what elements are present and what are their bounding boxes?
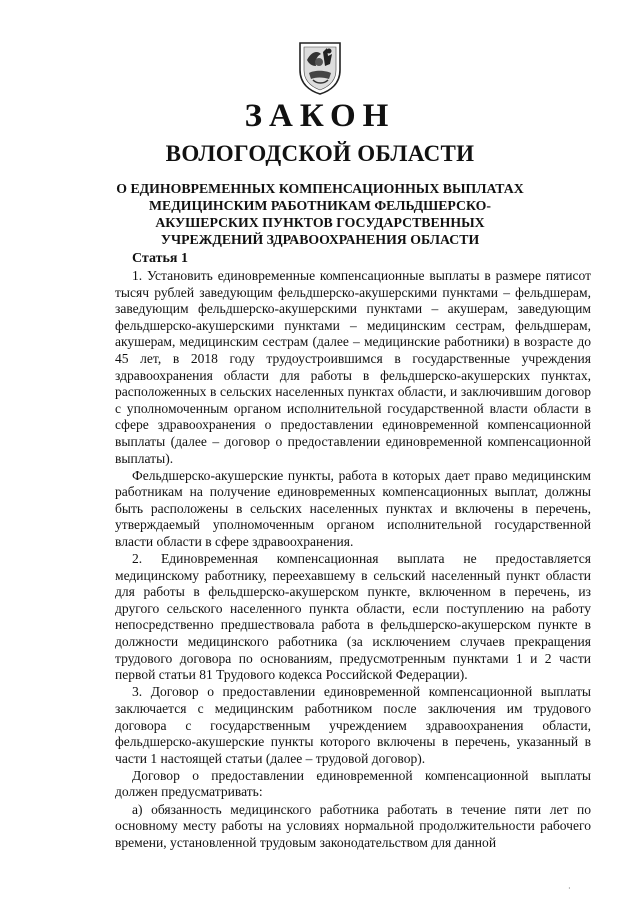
article-body xyxy=(115,268,591,851)
document-title: ЗАКОН xyxy=(244,98,396,134)
subtitle-line: УЧРЕЖДЕНИЙ ЗДРАВООХРАНЕНИЯ ОБЛАСТИ xyxy=(160,232,480,247)
paragraph: 1. Установить единовременные компенсационные выплаты в размере пятисот тысяч рублей заведующим фельдшерско-акушерскими пунктами – фельдшерам, заведующим фельдшерско-акушерскими пунктами – акушерам, заведующим фельдшерско-акушерскими пунктами – медицинским сестрам, фельдшерам, акушерам, медицинским сестрам (далее – медицинские работники) в возрасте до 45 лет, в 2018 году трудоустроившимся в государственные учреждения здравоохранения области для работы в фельдшерско-акушерских пунктах, расположенных в сельских населенных пунктах области, и заключившим договор с уполномоченным органом исполнительной государственной власти области в сфере здравоохранения о предоставлении единовременной компенсационной выплаты (далее – договор о предоставлении единовременной компенсационной выплаты). xyxy=(115,268,591,466)
paragraph: 2. Единовременная компенсационная выплата не предоставляется медицинскому работнику, переехавшему в сельский населенный пункт области для работы в фельдшерско-акушерском пункте, включенном в перечень, из другого сельского населенного пункта области, если поступлению на работу непосредственно предшествовала работа в фельдшерско-акушерском пункте в должности медицинского работника (за исключением случаев прекращения трудового договора по основаниям, предусмотренным пунктами 1 и 2 части первой статьи 81 Трудового кодекса Российской Федерации). xyxy=(115,551,591,683)
document-subtitle xyxy=(105,180,535,248)
paragraph: а) обязанность медицинского работника работать в течение пяти лет по основному месту работы на условиях нормальной продолжительности рабочего времени, установленной трудовым законодательством для данной xyxy=(115,801,591,850)
paragraph: Договор о предоставлении единовременной компенсационной выплаты должен предусматривать: xyxy=(115,767,591,800)
page-mark: · xyxy=(568,884,571,893)
coat-of-arms-icon xyxy=(297,40,343,96)
paragraph: Фельдшерско-акушерские пункты, работа в которых дает право медицинским работникам на получение единовременных компенсационных выплат, должны быть расположены в сельских населенных пунктах и включены в перечень, утверждаемый уполномоченным органом исполнительной государственной власти области в сфере здравоохранения. xyxy=(115,467,591,549)
paragraph: 3. Договор о предоставлении единовременной компенсационной выплаты заключается с медицинским работником после заключения им трудового договора с государственным учреждением здравоохранения области, фельдшерско-акушерские пункты которого включены в перечень, указанный в части 1 настоящей статьи (далее – трудовой договор). xyxy=(115,684,591,766)
subtitle-line: О ЕДИНОВРЕМЕННЫХ КОМПЕНСАЦИОННЫХ ВЫПЛАТАХ xyxy=(116,181,524,196)
subtitle-line: АКУШЕРСКИХ ПУНКТОВ ГОСУДАРСТВЕННЫХ xyxy=(155,215,485,230)
article-heading: Статья 1 xyxy=(132,251,188,266)
document-region: ВОЛОГОДСКОЙ ОБЛАСТИ xyxy=(165,141,475,166)
subtitle-line: МЕДИЦИНСКИМ РАБОТНИКАМ ФЕЛЬДШЕРСКО- xyxy=(149,198,491,213)
